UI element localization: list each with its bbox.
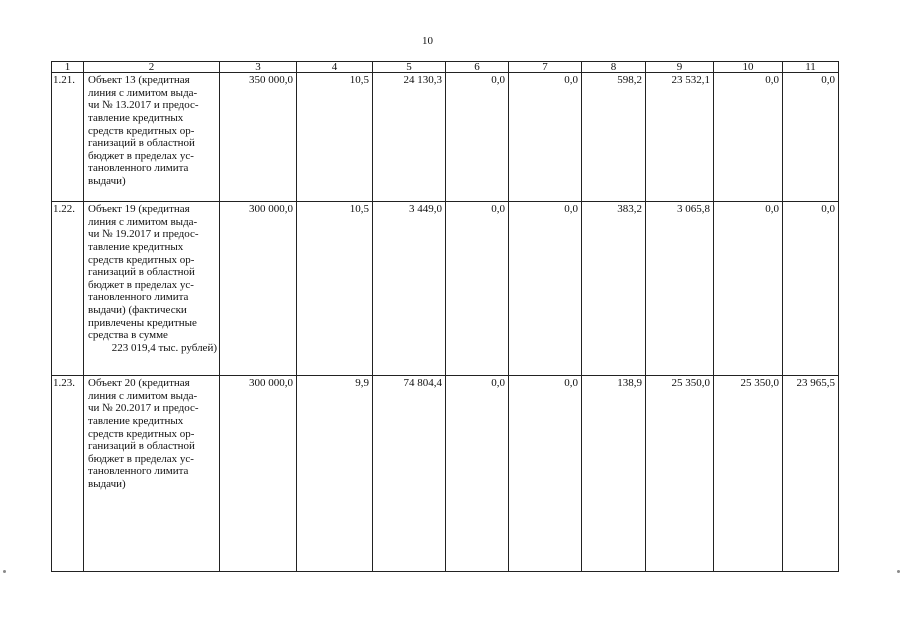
value-cell: 0,0	[783, 202, 839, 376]
description-line: 223 019,4 тыс. рублей)	[111, 342, 217, 355]
description-line: ганизаций в областной	[88, 440, 195, 453]
value-cell: 138,9	[582, 376, 646, 572]
value-cell: 23 965,5	[783, 376, 839, 572]
scan-mark-right	[897, 570, 900, 573]
description-line: средства в сумме	[88, 329, 168, 342]
description-line: выдачи)	[88, 478, 126, 491]
table-row	[52, 376, 839, 572]
value-cell: 3 449,0	[373, 202, 446, 376]
description-line: средств кредитных ор-	[88, 253, 195, 266]
description-line: привлечены кредитные	[88, 316, 197, 329]
description-line: тавление кредитных	[88, 414, 184, 427]
row-number: 1.22.	[52, 202, 84, 376]
value-cell: 0,0	[714, 202, 783, 376]
value-cell: 23 532,1	[646, 73, 714, 202]
column-header: 4	[297, 62, 373, 73]
column-header: 8	[582, 62, 646, 73]
description-line: средств кредитных ор-	[88, 427, 195, 440]
value-cell: 74 804,4	[373, 376, 446, 572]
value-cell: 0,0	[446, 202, 509, 376]
value-cell: 0,0	[783, 73, 839, 202]
value-cell: 9,9	[297, 376, 373, 572]
value-cell: 0,0	[714, 73, 783, 202]
column-header: 9	[646, 62, 714, 73]
description-line: выдачи) (фактически	[88, 304, 187, 317]
column-header: 6	[446, 62, 509, 73]
description-line: ганизаций в областной	[88, 137, 195, 150]
description-line: чи № 20.2017 и предос-	[88, 402, 199, 415]
row-number: 1.21.	[52, 73, 84, 202]
object-description	[84, 202, 220, 376]
value-cell: 300 000,0	[220, 202, 297, 376]
description-line: линия с лимитом выда-	[88, 86, 198, 99]
description-line: Объект 19 (кредитная	[88, 203, 190, 215]
table-row	[52, 73, 839, 202]
description-line: линия с лимитом выда-	[88, 215, 198, 228]
description-line: бюджет в пределах ус-	[88, 278, 194, 291]
value-cell: 0,0	[446, 376, 509, 572]
value-cell: 598,2	[582, 73, 646, 202]
value-cell: 0,0	[509, 73, 582, 202]
table-row	[52, 202, 839, 376]
description-line: чи № 13.2017 и предос-	[88, 99, 199, 112]
column-header: 1	[52, 62, 84, 73]
description-line: Объект 13 (кредитная	[88, 74, 190, 86]
description-line: бюджет в пределах ус-	[88, 452, 194, 465]
description-line: линия с лимитом выда-	[88, 389, 198, 402]
description-line: ганизаций в областной	[88, 266, 195, 279]
object-description	[84, 376, 220, 572]
column-header: 11	[783, 62, 839, 73]
description-line: бюджет в пределах ус-	[88, 149, 194, 162]
description-line: средств кредитных ор-	[88, 124, 195, 137]
description-line: тановленного лимита	[88, 465, 189, 478]
column-header: 2	[84, 62, 220, 73]
value-cell: 383,2	[582, 202, 646, 376]
value-cell: 0,0	[446, 73, 509, 202]
value-cell: 10,5	[297, 202, 373, 376]
value-cell: 0,0	[509, 376, 582, 572]
value-cell: 10,5	[297, 73, 373, 202]
budget-table	[51, 61, 839, 572]
value-cell: 25 350,0	[714, 376, 783, 572]
value-cell: 3 065,8	[646, 202, 714, 376]
column-header: 5	[373, 62, 446, 73]
column-header: 10	[714, 62, 783, 73]
description-line: тавление кредитных	[88, 240, 184, 253]
value-cell: 300 000,0	[220, 376, 297, 572]
description-line: выдачи)	[88, 175, 126, 188]
value-cell: 25 350,0	[646, 376, 714, 572]
value-cell: 24 130,3	[373, 73, 446, 202]
description-line: тановленного лимита	[88, 162, 189, 175]
column-header: 3	[220, 62, 297, 73]
value-cell: 350 000,0	[220, 73, 297, 202]
description-line: тавление кредитных	[88, 111, 184, 124]
description-line: чи № 19.2017 и предос-	[88, 228, 199, 241]
description-line: тановленного лимита	[88, 291, 189, 304]
object-description	[84, 73, 220, 202]
scan-mark-left	[3, 570, 6, 573]
header-row	[52, 62, 839, 73]
column-header: 7	[509, 62, 582, 73]
row-number: 1.23.	[52, 376, 84, 572]
value-cell: 0,0	[509, 202, 582, 376]
page-number: 10	[422, 35, 433, 47]
description-line: Объект 20 (кредитная	[88, 377, 190, 389]
